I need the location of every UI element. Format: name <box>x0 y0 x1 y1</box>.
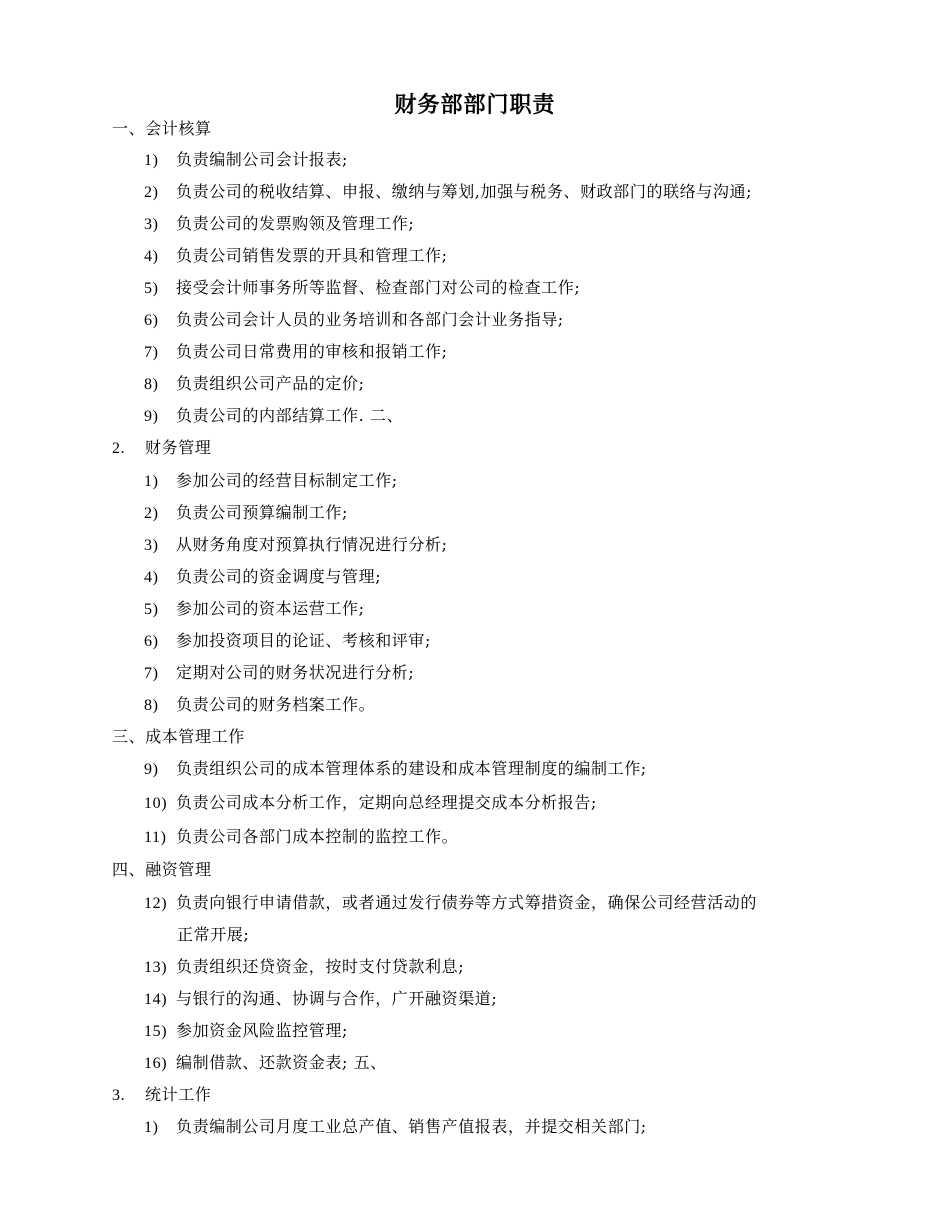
item-number: 16) <box>144 1055 168 1072</box>
item-number: 4) <box>144 569 159 586</box>
item-number: 1) <box>144 152 159 169</box>
list-item <box>144 341 448 364</box>
item-number: 3) <box>144 537 159 554</box>
list-item <box>144 1020 348 1043</box>
list-item <box>144 181 752 204</box>
section-heading-financing: 四、融资管理 <box>112 860 212 879</box>
item-number: 7) <box>144 665 159 682</box>
item-text: 负责公司成本分析工作，定期向总经理提交成本分析报告; <box>176 793 597 812</box>
list-item <box>144 892 757 915</box>
item-number: 2) <box>144 184 159 201</box>
item-text: 参加投资项目的论证、考核和评审; <box>176 631 431 650</box>
list-item <box>144 956 464 979</box>
item-text: 参加资金风险监控管理; <box>176 1021 348 1040</box>
section-title: 财务管理 <box>145 438 212 457</box>
list-item-continuation: 正常开展; <box>177 925 250 944</box>
list-item <box>144 309 564 332</box>
item-text: 负责公司预算编制工作; <box>176 503 348 522</box>
item-number: 1) <box>144 473 159 490</box>
item-number: 4) <box>144 248 159 265</box>
item-text: 负责公司的内部结算工作. 二、 <box>176 406 404 425</box>
section-heading-accounting: 一、会计核算 <box>112 119 212 138</box>
item-number: 8) <box>144 697 159 714</box>
list-item <box>144 758 647 781</box>
item-text: 负责公司的发票购领及管理工作; <box>176 214 415 233</box>
list-item <box>144 826 458 849</box>
item-text: 编制借款、还款资金表; 五、 <box>176 1053 387 1072</box>
item-text: 从财务角度对预算执行情况进行分析; <box>176 535 448 554</box>
item-text: 接受会计师事务所等监督、检查部门对公司的检查工作; <box>176 278 581 297</box>
item-number: 7) <box>144 344 159 361</box>
list-item <box>144 502 348 525</box>
item-number: 3) <box>144 216 159 233</box>
list-item <box>144 662 414 685</box>
item-text: 参加公司的经营目标制定工作; <box>176 471 398 490</box>
item-number: 6) <box>144 312 159 329</box>
list-item <box>144 630 431 653</box>
item-text: 负责公司各部门成本控制的监控工作。 <box>176 827 459 846</box>
list-item <box>144 988 497 1011</box>
item-number: 8) <box>144 376 159 393</box>
item-text: 负责公司的资金调度与管理; <box>176 567 382 586</box>
item-number: 5) <box>144 601 159 618</box>
item-text: 负责公司销售发票的开具和管理工作; <box>176 246 448 265</box>
list-item <box>144 405 403 428</box>
item-text: 参加公司的资本运营工作; <box>176 599 365 618</box>
list-item <box>144 566 381 589</box>
item-number: 6) <box>144 633 159 650</box>
item-text: 与银行的沟通、协调与合作，广开融资渠道; <box>176 989 498 1008</box>
list-item <box>144 694 375 717</box>
item-number: 2) <box>144 505 159 522</box>
item-number: 9) <box>144 761 159 778</box>
item-number: 12) <box>144 895 168 912</box>
item-text: 负责组织公司产品的定价; <box>176 374 365 393</box>
item-number: 14) <box>144 991 168 1008</box>
list-item <box>144 598 365 621</box>
section-heading-cost-management: 三、成本管理工作 <box>112 727 245 746</box>
section-number: 3. <box>112 1087 126 1104</box>
item-text: 负责向银行申请借款，或者通过发行债券等方式筹措资金，确保公司经营活动的 <box>176 893 758 912</box>
item-number: 9) <box>144 408 159 425</box>
item-number: 5) <box>144 280 159 297</box>
item-text: 负责公司的财务档案工作。 <box>176 695 376 714</box>
item-number: 13) <box>144 959 168 976</box>
item-text: 负责编制公司月度工业总产值、销售产值报表，并提交相关部门; <box>176 1117 647 1136</box>
section-heading-financial-management <box>112 437 211 460</box>
item-text: 负责组织公司的成本管理体系的建设和成本管理制度的编制工作; <box>176 759 647 778</box>
list-item <box>144 213 414 236</box>
item-number: 11) <box>144 829 167 846</box>
list-item <box>144 277 580 300</box>
item-text: 负责公司会计人员的业务培训和各部门会计业务指导; <box>176 310 564 329</box>
item-text: 负责公司日常费用的审核和报销工作; <box>176 342 448 361</box>
item-text: 定期对公司的财务状况进行分析; <box>176 663 415 682</box>
list-item <box>144 1052 387 1075</box>
section-heading-statistics <box>112 1084 211 1107</box>
item-number: 15) <box>144 1023 168 1040</box>
section-number: 2. <box>112 440 126 457</box>
item-number: 10) <box>144 795 168 812</box>
item-number: 1) <box>144 1119 159 1136</box>
item-text: 负责公司的税收结算、申报、缴纳与筹划,加强与税务、财政部门的联络与沟通; <box>176 182 753 201</box>
list-item <box>144 373 365 396</box>
section-title: 统计工作 <box>145 1085 212 1104</box>
list-item <box>144 149 348 172</box>
list-item <box>144 534 448 557</box>
list-item <box>144 1116 647 1139</box>
list-item <box>144 792 597 815</box>
document-title: 财务部部门职责 <box>394 92 556 118</box>
item-text: 负责编制公司会计报表; <box>176 150 348 169</box>
list-item <box>144 245 448 268</box>
list-item <box>144 470 398 493</box>
item-text: 负责组织还贷资金，按时支付贷款利息; <box>176 957 465 976</box>
